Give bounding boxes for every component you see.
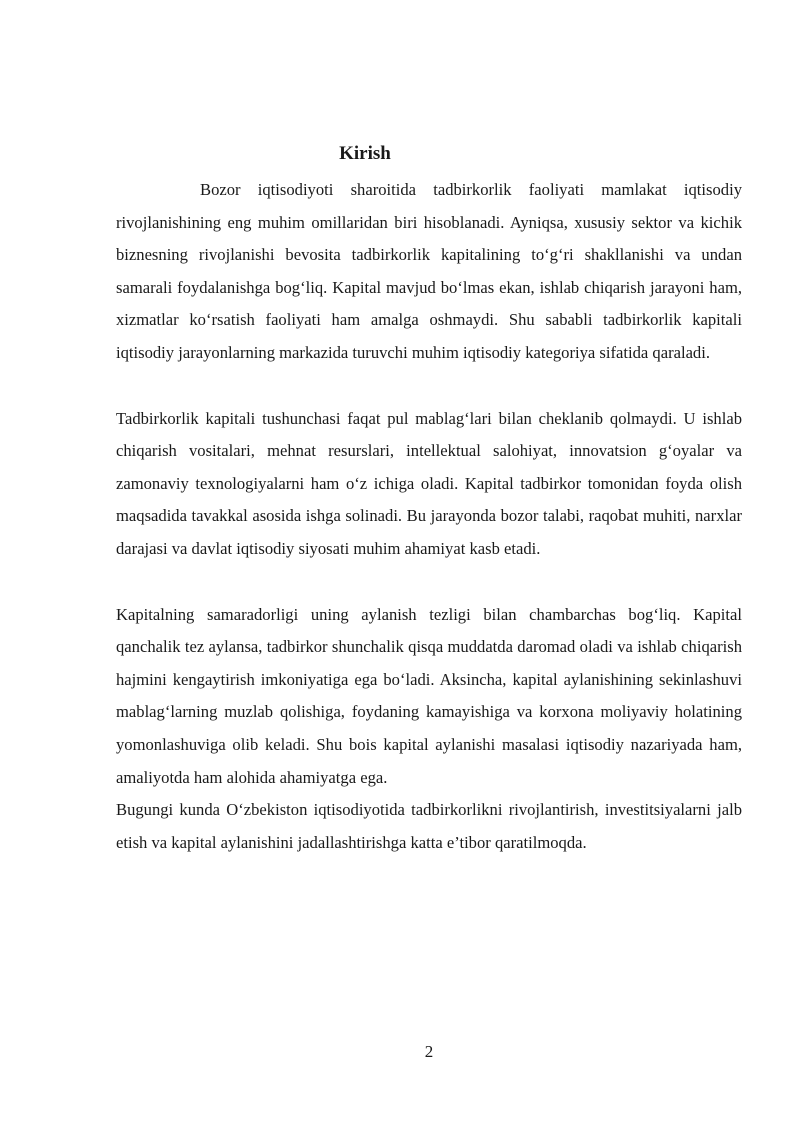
paragraph-uzbekistan: Bugungi kunda O‘zbekiston iqtisodiyotida tadbirkorlikni rivojlantirish, investitsiyalarni jalb etish va kapital aylanishini jadallashtirishga katta e’tibor qaratilmoqda. [116,800,742,852]
paragraph-intro: Bozor iqtisodiyoti sharoitida tadbirkorlik faoliyati mamlakat iqtisodiy rivojlanishining eng muhim omillaridan biri hisoblanadi. Ayniqsa, xususiy sektor va kichik biznesning rivojlanishi bevosita tadbirkorlik kapitalining to‘g‘ri shakllanishi va undan samarali foydalanishga bog‘liq. Kapital mavjud bo‘lmas ekan, ishlab chiqarish jarayoni ham, xizmatlar ko‘rsatish faoliyati ham amalga oshmaydi. Shu sababli tadbirkorlik kapitali iqtisodiy jarayonlarning markazida turuvchi muhim iqtisodiy kategoriya sifatida qaraladi. [116,180,742,362]
page-number: 2 [424,1042,434,1061]
page-title: Kirish [339,143,391,164]
paragraph-capital-concept: Tadbirkorlik kapitali tushunchasi faqat pul mablag‘lari bilan cheklanib qolmaydi. U ishlab chiqarish vositalari, mehnat resurslari, intellektual salohiyat, innovatsion g‘oyalar va zamonaviy texnologiyalarni ham o‘z ichiga oladi. Kapital tadbirkor tomonidan foyda olish maqsadida tavakkal asosida ishga solinadi. Bu jarayonda bozor talabi, raqobat muhiti, narxlar darajasi va davlat iqtisodiy siyosati muhim ahamiyat kasb etadi. [116,408,742,558]
paragraph-capital-efficiency: Kapitalning samaradorligi uning aylanish tezligi bilan chambarchas bog‘liq. Kapital qanchalik tez aylansa, tadbirkor shunchalik qisqa muddatda daromad oladi va ishlab chiqarish hajmini kengaytirish imkoniyatiga ega bo‘ladi. Aksincha, kapital aylanishining sekinlashuvi mablag‘larning muzlab qolishiga, foydaning kamayishiga va korxona moliyaviy holatining yomonlashuviga olib keladi. Shu bois kapital aylanishi masalasi iqtisodiy nazariyada ham, amaliyotda ham alohida ahamiyatga ega. [116,604,742,787]
paragraph-gap [116,566,742,599]
document-body [116,174,742,859]
paragraph-gap [116,370,742,403]
